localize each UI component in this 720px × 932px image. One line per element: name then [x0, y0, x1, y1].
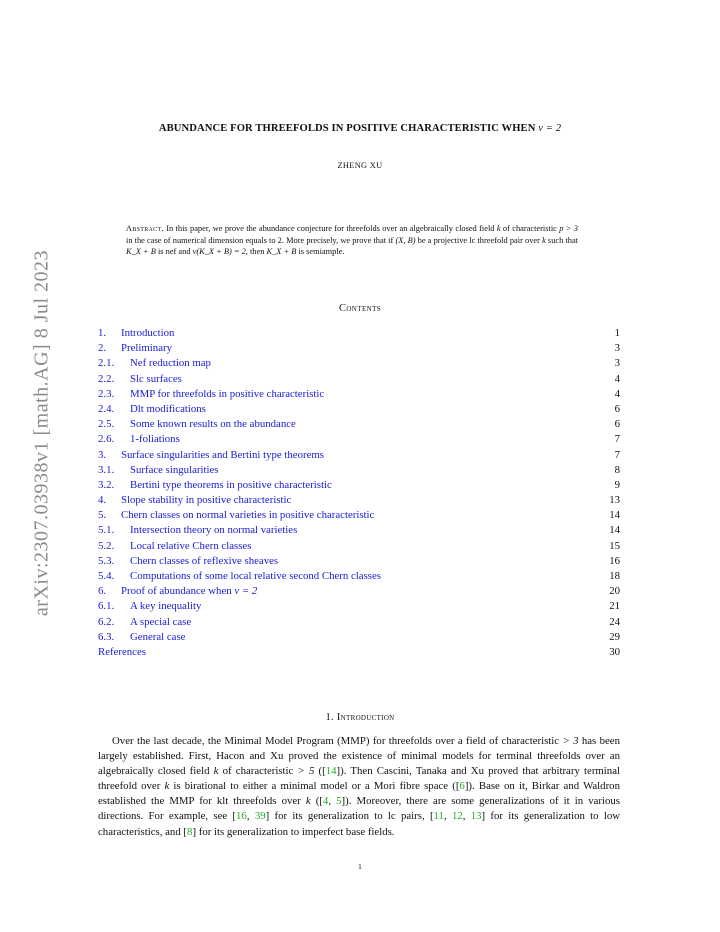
- toc-number: 6.1.: [98, 600, 115, 613]
- toc-number: 6.2.: [98, 615, 115, 628]
- toc-link[interactable]: A special case: [130, 615, 192, 628]
- toc-page: 1: [614, 327, 620, 339]
- toc-entry[interactable]: [98, 569, 620, 584]
- toc-page: 14: [609, 509, 620, 522]
- toc-link-math: ν = 2: [234, 585, 258, 598]
- intro-math: k: [305, 795, 311, 808]
- abstract-text: in the case of numerical dimension equals to 2. More precisely, we prove that if: [126, 235, 396, 245]
- toc-number: 3.2.: [98, 478, 115, 491]
- toc-number: 2.2.: [98, 372, 115, 385]
- page-number: 1: [358, 862, 362, 871]
- toc-page: 18: [609, 570, 620, 582]
- intro-text: of characteristic: [218, 765, 298, 778]
- toc-link[interactable]: Dlt modifications: [130, 402, 206, 415]
- toc-number: 6.3.: [98, 630, 115, 643]
- section-number: 1.: [325, 712, 334, 723]
- toc-number: 2.6.: [98, 433, 115, 446]
- toc-link[interactable]: Chern classes of reflexive sheaves: [130, 554, 279, 567]
- table-of-contents: [98, 326, 620, 660]
- toc-entry[interactable]: [98, 387, 620, 402]
- toc-page: 8: [614, 463, 620, 476]
- toc-link[interactable]: Slc surfaces: [130, 372, 182, 385]
- toc-page: 21: [609, 600, 620, 613]
- paper-title-text: ABUNDANCE FOR THREEFOLDS IN POSITIVE CHARACTERISTIC WHEN: [158, 123, 536, 134]
- abstract-math: ν(K_X + B) = 2: [192, 247, 246, 257]
- citation-link[interactable]: 12: [451, 810, 463, 823]
- intro-text: ] for its generalization to imperfect base fields.: [192, 825, 395, 838]
- intro-text: ] for its generalization to low characteristics, and [: [98, 810, 621, 838]
- toc-entry[interactable]: [98, 341, 620, 356]
- toc-page: 13: [609, 494, 620, 507]
- intro-paragraph: [98, 734, 620, 840]
- toc-page: 6: [614, 418, 620, 431]
- toc-link[interactable]: Surface singularities: [130, 463, 219, 476]
- toc-entry[interactable]: [98, 599, 620, 614]
- toc-entry[interactable]: [98, 432, 620, 447]
- toc-link-text: Proof of abundance when: [121, 585, 232, 598]
- intro-text: ([: [310, 795, 323, 808]
- abstract-math: k: [542, 235, 546, 245]
- intro-text: Over the last decade, the Minimal Model Program (MMP) for threefolds over a field of characteristic: [112, 735, 563, 747]
- abstract-text: such that: [545, 235, 579, 245]
- toc-entry[interactable]: [98, 372, 620, 387]
- abstract-text: is nef and: [155, 247, 193, 257]
- contents-heading: Contents: [338, 303, 382, 314]
- intro-text: ]). Then Cascini, Tanaka and Xu proved that arbitrary terminal threefold over: [98, 765, 620, 793]
- citation-link[interactable]: 13: [470, 810, 482, 823]
- abstract-text: is semiample.: [296, 247, 345, 257]
- toc-number: 2.1.: [98, 357, 115, 370]
- toc-number: 5.1.: [98, 524, 115, 537]
- toc-page: 20: [609, 585, 620, 598]
- toc-page: 6: [614, 402, 620, 415]
- toc-page: 16: [609, 554, 620, 567]
- toc-number: 6.: [98, 585, 107, 598]
- toc-link[interactable]: Nef reduction map: [130, 357, 211, 370]
- citation-link[interactable]: 16: [236, 810, 247, 823]
- toc-link[interactable]: Some known results on the abundance: [130, 418, 296, 431]
- toc-link[interactable]: Preliminary: [121, 342, 172, 355]
- toc-page: 7: [614, 433, 620, 446]
- abstract-text: of characteristic: [500, 224, 560, 233]
- toc-link[interactable]: Bertini type theorems in positive characteristic: [130, 478, 332, 491]
- paper-title: [0, 123, 720, 134]
- toc-entry[interactable]: [98, 508, 620, 523]
- arxiv-stamp: [22, 218, 62, 648]
- intro-text: ,: [246, 810, 255, 823]
- toc-page: 24: [609, 615, 620, 628]
- toc-entry[interactable]: [98, 478, 620, 493]
- toc-page: 9: [614, 478, 620, 491]
- toc-entry[interactable]: [98, 402, 620, 417]
- intro-text: is birational to either a minimal model or a Mori fibre space ([: [169, 780, 460, 793]
- toc-link[interactable]: General case: [130, 630, 186, 643]
- citation-link[interactable]: 5: [336, 795, 342, 808]
- citation-link[interactable]: 14: [325, 765, 337, 778]
- toc-entry[interactable]: [98, 539, 620, 554]
- toc-entry[interactable]: [98, 463, 620, 478]
- toc-number: 2.4.: [98, 402, 115, 415]
- citation-link[interactable]: 8: [187, 825, 193, 838]
- abstract-math: p > 3: [559, 224, 578, 233]
- toc-number: 2.: [98, 342, 107, 355]
- paper-title-math: ν = 2: [538, 123, 562, 134]
- intro-text: has been largely established. First, Hacon and Xu proved the existence of minimal models for terminal threefolds over an algebraically closed field: [98, 735, 620, 778]
- toc-entry[interactable]: [98, 448, 620, 463]
- abstract: [126, 223, 578, 258]
- toc-link[interactable]: Chern classes on normal varieties in positive characteristic: [121, 509, 375, 522]
- toc-entry[interactable]: [98, 417, 620, 432]
- toc-link[interactable]: Intersection theory on normal varieties: [130, 524, 298, 537]
- toc-number: 5.4.: [98, 570, 115, 582]
- arxiv-stamp-text: arXiv:2307.03938v1 [math.AG] 8 Jul 2023: [30, 249, 53, 617]
- toc-number: 4.: [98, 494, 107, 507]
- abstract-math: K_X + B: [266, 247, 297, 257]
- toc-number: 5.2.: [98, 539, 115, 552]
- toc-link[interactable]: Surface singularities and Bertini type theorems: [121, 448, 324, 461]
- toc-entry[interactable]: [98, 326, 620, 341]
- toc-entry[interactable]: [98, 493, 620, 508]
- intro-math: k: [164, 780, 170, 793]
- toc-number: 5.3.: [98, 554, 115, 567]
- toc-number: 3.: [98, 448, 107, 461]
- author-name: ZHENG XU: [337, 161, 383, 170]
- toc-page: 7: [614, 448, 620, 461]
- toc-entry[interactable]: [98, 615, 620, 630]
- section-heading-introduction: [0, 712, 720, 723]
- intro-text: ([: [314, 765, 326, 778]
- toc-page: 29: [609, 630, 620, 643]
- toc-link-references[interactable]: References: [98, 645, 146, 658]
- toc-page: 30: [609, 645, 620, 658]
- intro-math: k: [213, 765, 219, 778]
- abstract-label: Abstract.: [126, 224, 164, 233]
- toc-page: 3: [614, 342, 620, 355]
- citation-link[interactable]: 6: [459, 780, 465, 793]
- toc-link[interactable]: Local relative Chern classes: [130, 539, 252, 552]
- intro-text: ,: [443, 810, 452, 823]
- toc-link[interactable]: Slope stability in positive characteristic: [121, 494, 292, 507]
- abstract-text: be a projective lc threefold pair over: [415, 235, 543, 245]
- toc-link[interactable]: A key inequality: [130, 600, 202, 613]
- abstract-math: k: [496, 224, 501, 233]
- toc-entry[interactable]: [98, 630, 620, 645]
- abstract-math: K_X + B: [126, 247, 156, 257]
- toc-number: 3.1.: [98, 463, 115, 476]
- toc-entry[interactable]: [98, 584, 620, 599]
- intro-text: ]). Base on it, Birkar and Waldron established the MMP for klt threefolds over: [98, 780, 620, 808]
- toc-link[interactable]: [121, 585, 257, 597]
- toc-entry[interactable]: [98, 554, 620, 569]
- toc-entry[interactable]: [98, 645, 620, 660]
- toc-page: 15: [609, 539, 620, 552]
- toc-page: 4: [614, 372, 620, 385]
- intro-text: ,: [462, 810, 471, 823]
- toc-page: 3: [614, 357, 620, 370]
- intro-math: > 3: [562, 735, 579, 747]
- abstract-text: In this paper, we prove the abundance conjecture for threefolds over an algebraically closed field: [163, 224, 497, 233]
- toc-entry[interactable]: [98, 356, 620, 371]
- intro-text: ] for its generalization to lc pairs, [: [265, 810, 434, 823]
- toc-number: 2.5.: [98, 418, 115, 431]
- toc-link[interactable]: MMP for threefolds in positive characteristic: [130, 387, 325, 400]
- intro-math: > 5: [297, 765, 315, 778]
- intro-text: ]). Moreover, there are some generalizations of it in various directions. For example, see [: [98, 795, 620, 823]
- intro-text: ,: [328, 795, 337, 808]
- toc-link[interactable]: 1-foliations: [130, 433, 180, 446]
- citation-link[interactable]: 11: [433, 810, 444, 823]
- toc-number: 1.: [98, 327, 107, 339]
- abstract-math: (X, B): [395, 235, 416, 245]
- section-title: Introduction: [336, 712, 395, 723]
- citation-link[interactable]: 4: [322, 795, 329, 808]
- abstract-text: , then: [245, 247, 267, 257]
- toc-page: 4: [614, 387, 620, 400]
- toc-link[interactable]: Introduction: [121, 327, 175, 339]
- toc-number: 2.3.: [98, 387, 115, 400]
- toc-page: 14: [609, 524, 620, 537]
- toc-entry[interactable]: [98, 523, 620, 538]
- citation-link[interactable]: 39: [254, 810, 266, 823]
- toc-number: 5.: [98, 509, 107, 522]
- toc-link[interactable]: Computations of some local relative second Chern classes: [130, 570, 381, 582]
